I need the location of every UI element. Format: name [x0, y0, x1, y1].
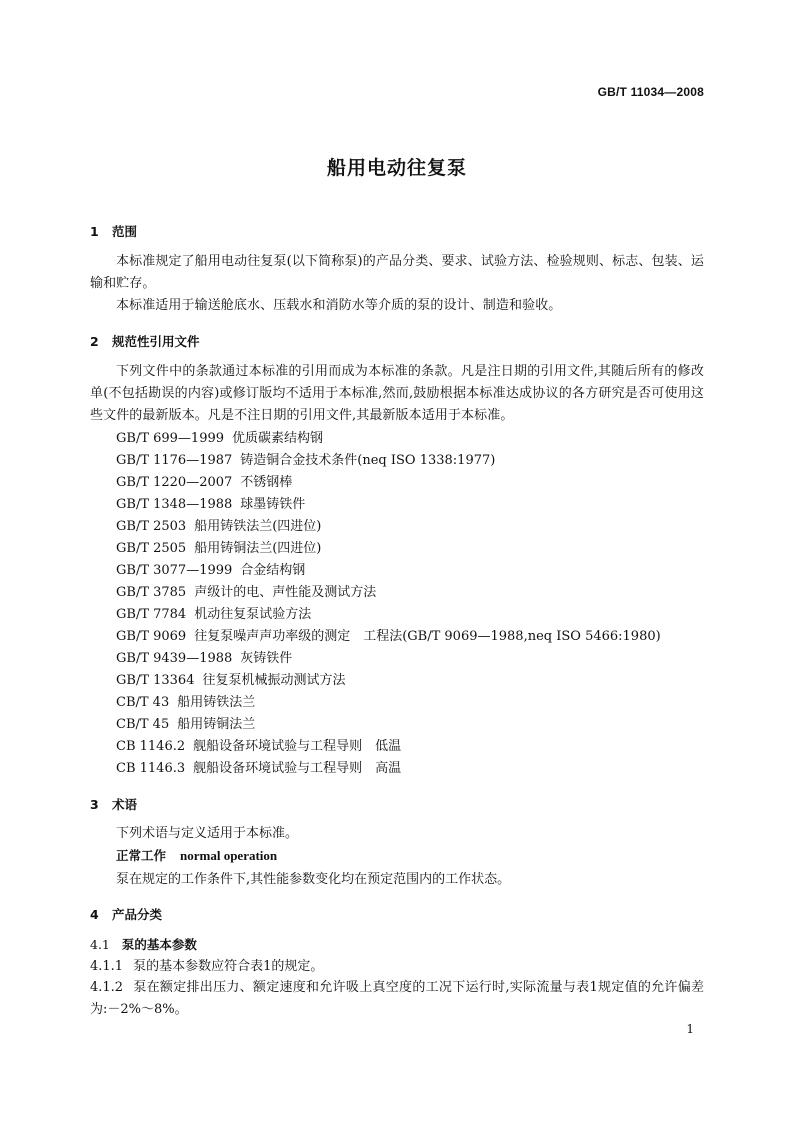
reference-title: 舰船设备环境试验与工程导则 高温: [193, 761, 402, 776]
standard-code: GB/T 11034—2008: [597, 85, 704, 99]
reference-item: [116, 714, 661, 736]
subsection-title: 泵的基本参数: [121, 937, 197, 952]
reference-item: [116, 648, 661, 670]
section-title: 产品分类: [112, 907, 163, 922]
reference-item: [116, 560, 661, 582]
normative-references-intro: 下列文件中的条款通过本标准的引用而成为本标准的条款。凡是注日期的引用文件,其随后所有的修改单(不包括勘误的内容)或修订版均不适用于本标准,然而,鼓励根据本标准达成协议的各方研究是否可使用这些文件的最新版本。凡是不注日期的引用文件,其最新版本适用于本标准。: [90, 364, 704, 423]
reference-code: CB 1146.3: [116, 761, 186, 776]
reference-title: 铸造铜合金技术条件(neq ISO 1338:1977): [240, 453, 496, 468]
reference-item: [116, 472, 661, 494]
reference-code: GB/T 9069: [116, 629, 187, 644]
clause-text: 泵的基本参数应符合表1的规定。: [133, 959, 324, 974]
section-title: 规范性引用文件: [112, 334, 200, 349]
clause-number: 4.1.2: [90, 980, 124, 995]
reference-item: [116, 582, 661, 604]
section-number: 1: [90, 224, 99, 239]
reference-code: GB/T 2505: [116, 541, 187, 556]
section-number: 4: [90, 907, 99, 922]
subsection-4-1-heading: [90, 935, 197, 953]
reference-item: [116, 758, 661, 780]
reference-item: [116, 538, 661, 560]
reference-item: [116, 736, 661, 758]
reference-code: GB/T 2503: [116, 519, 187, 534]
document-title: 船用电动往复泵: [326, 157, 467, 179]
reference-title: 往复泵机械振动测试方法: [202, 673, 346, 688]
reference-list: [116, 428, 661, 780]
section-1-heading: [90, 222, 137, 240]
reference-title: 球墨铸铁件: [240, 497, 306, 512]
reference-title: 船用铸铜法兰(四进位): [194, 541, 322, 556]
reference-item: [116, 494, 661, 516]
section-4-heading: [90, 905, 162, 923]
subsection-number: 4.1: [90, 937, 110, 952]
section-2-heading: [90, 332, 200, 350]
reference-code: CB/T 45: [116, 717, 170, 732]
reference-code: GB/T 3785: [116, 585, 187, 600]
reference-title: 往复泵噪声声功率级的测定 工程法(GB/T 9069—1988,neq ISO 5466:1980): [194, 629, 661, 644]
section-number: 3: [90, 797, 99, 812]
reference-item: [116, 626, 661, 648]
reference-code: CB/T 43: [116, 695, 170, 710]
section-title: 术语: [112, 797, 138, 812]
reference-title: 不锈钢棒: [240, 475, 293, 490]
section-title: 范围: [112, 224, 138, 239]
clause-number: 4.1.1: [90, 959, 124, 974]
term-english: normal operation: [180, 848, 278, 863]
reference-item: [116, 670, 661, 692]
reference-title: 机动往复泵试验方法: [194, 607, 312, 622]
reference-code: GB/T 1348—1988: [116, 497, 233, 512]
reference-title: 声级计的电、声性能及测试方法: [194, 585, 377, 600]
reference-code: CB 1146.2: [116, 739, 186, 754]
section-number: 2: [90, 334, 99, 349]
term-definition: 泵在规定的工作条件下,其性能参数变化均在预定范围内的工作状态。: [116, 872, 511, 887]
clause-4-1-2: [90, 977, 704, 1021]
reference-code: GB/T 13364: [116, 673, 195, 688]
reference-item: [116, 450, 661, 472]
reference-title: 优质碳素结构钢: [232, 431, 324, 446]
scope-paragraph-1: 本标准规定了船用电动往复泵(以下简称泵)的产品分类、要求、试验方法、检验规则、标志、包装、运输和贮存。: [90, 254, 704, 291]
reference-code: GB/T 699—1999: [116, 431, 225, 446]
reference-code: GB/T 1220—2007: [116, 475, 233, 490]
term-chinese: 正常工作: [116, 848, 167, 863]
reference-item: [116, 692, 661, 714]
terms-intro: 下列术语与定义适用于本标准。: [116, 826, 299, 841]
reference-code: GB/T 7784: [116, 607, 187, 622]
scope-paragraph-2: 本标准适用于输送舱底水、压载水和消防水等介质的泵的设计、制造和验收。: [116, 298, 562, 313]
reference-title: 合金结构钢: [240, 563, 306, 578]
reference-item: [116, 428, 661, 450]
reference-title: 舰船设备环境试验与工程导则 低温: [193, 739, 402, 754]
section-3-heading: [90, 795, 137, 813]
reference-item: [116, 604, 661, 626]
reference-code: GB/T 9439—1988: [116, 651, 233, 666]
reference-code: GB/T 3077—1999: [116, 563, 233, 578]
reference-title: 船用铸铁法兰: [177, 695, 256, 710]
reference-title: 灰铸铁件: [240, 651, 293, 666]
reference-title: 船用铸铜法兰: [177, 717, 256, 732]
term-entry: [116, 845, 277, 868]
page-number: 1: [686, 1022, 694, 1036]
reference-code: GB/T 1176—1987: [116, 453, 233, 468]
clause-4-1-1: [90, 956, 704, 978]
reference-title: 船用铸铁法兰(四进位): [194, 519, 322, 534]
clause-text: 泵在额定排出压力、额定速度和允许吸上真空度的工况下运行时,实际流量与表1规定值的允许偏差为:－2%～8%。: [90, 980, 704, 1017]
reference-item: [116, 516, 661, 538]
